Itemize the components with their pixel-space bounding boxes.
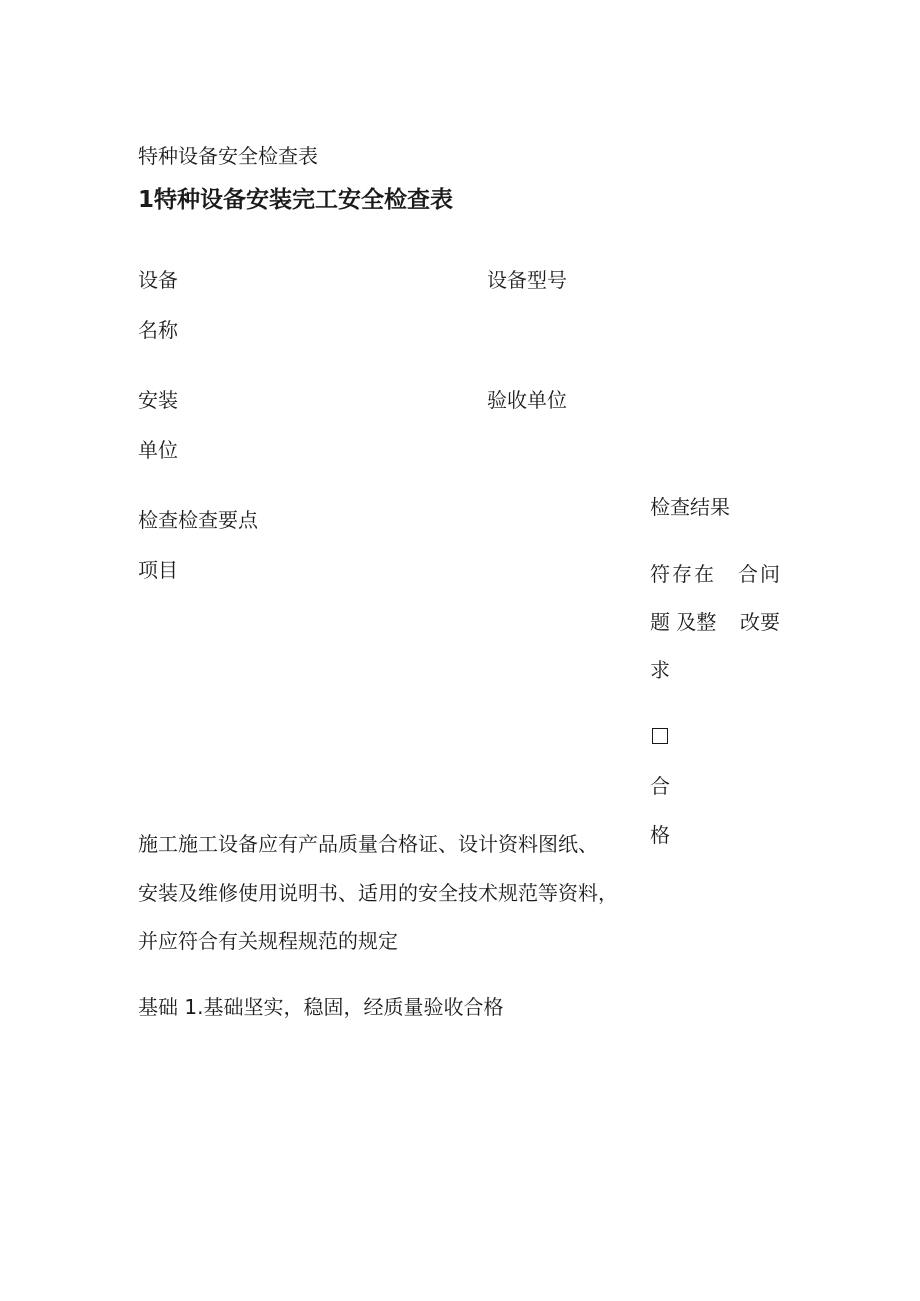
document-title: 1特种设备安装完工安全检查表 [138, 187, 454, 213]
pass-label-char1: 合 [650, 774, 670, 798]
check-item-header-line2: 项目 [138, 558, 178, 582]
document-subtitle: 特种设备安全检查表 [138, 144, 318, 168]
row1-text-line2: 安装及维修使用说明书、适用的安全技术规范等资料， [138, 881, 618, 905]
pass-label-char2: 格 [650, 823, 670, 847]
conformity-header-line2b: 改要 [740, 610, 780, 634]
check-result-header: 检查结果 [650, 495, 730, 519]
conformity-header-line2a: 题 及整 [650, 610, 717, 634]
equipment-model-label: 设备型号 [487, 268, 567, 292]
row2-text-line1: 基础 1.基础坚实，稳固，经质量验收合格 [138, 995, 504, 1019]
equipment-name-label-line2: 名称 [138, 318, 178, 342]
check-item-header-line1: 检查检查要点 [138, 508, 258, 532]
install-unit-label-line1: 安装 [138, 388, 178, 412]
equipment-name-label-line1: 设备 [138, 268, 178, 292]
row1-text-line3: 并应符合有关规程规范的规定 [138, 929, 398, 953]
acceptance-unit-label: 验收单位 [487, 388, 567, 412]
conformity-header-line1b: 合问 [738, 562, 782, 586]
pass-checkbox[interactable] [652, 728, 668, 744]
install-unit-label-line2: 单位 [138, 438, 178, 462]
conformity-header-line3: 求 [650, 658, 670, 682]
conformity-header-line1a: 符存在 [650, 562, 716, 586]
row1-text-line1: 施工施工设备应有产品质量合格证、设计资料图纸、 [138, 832, 598, 856]
